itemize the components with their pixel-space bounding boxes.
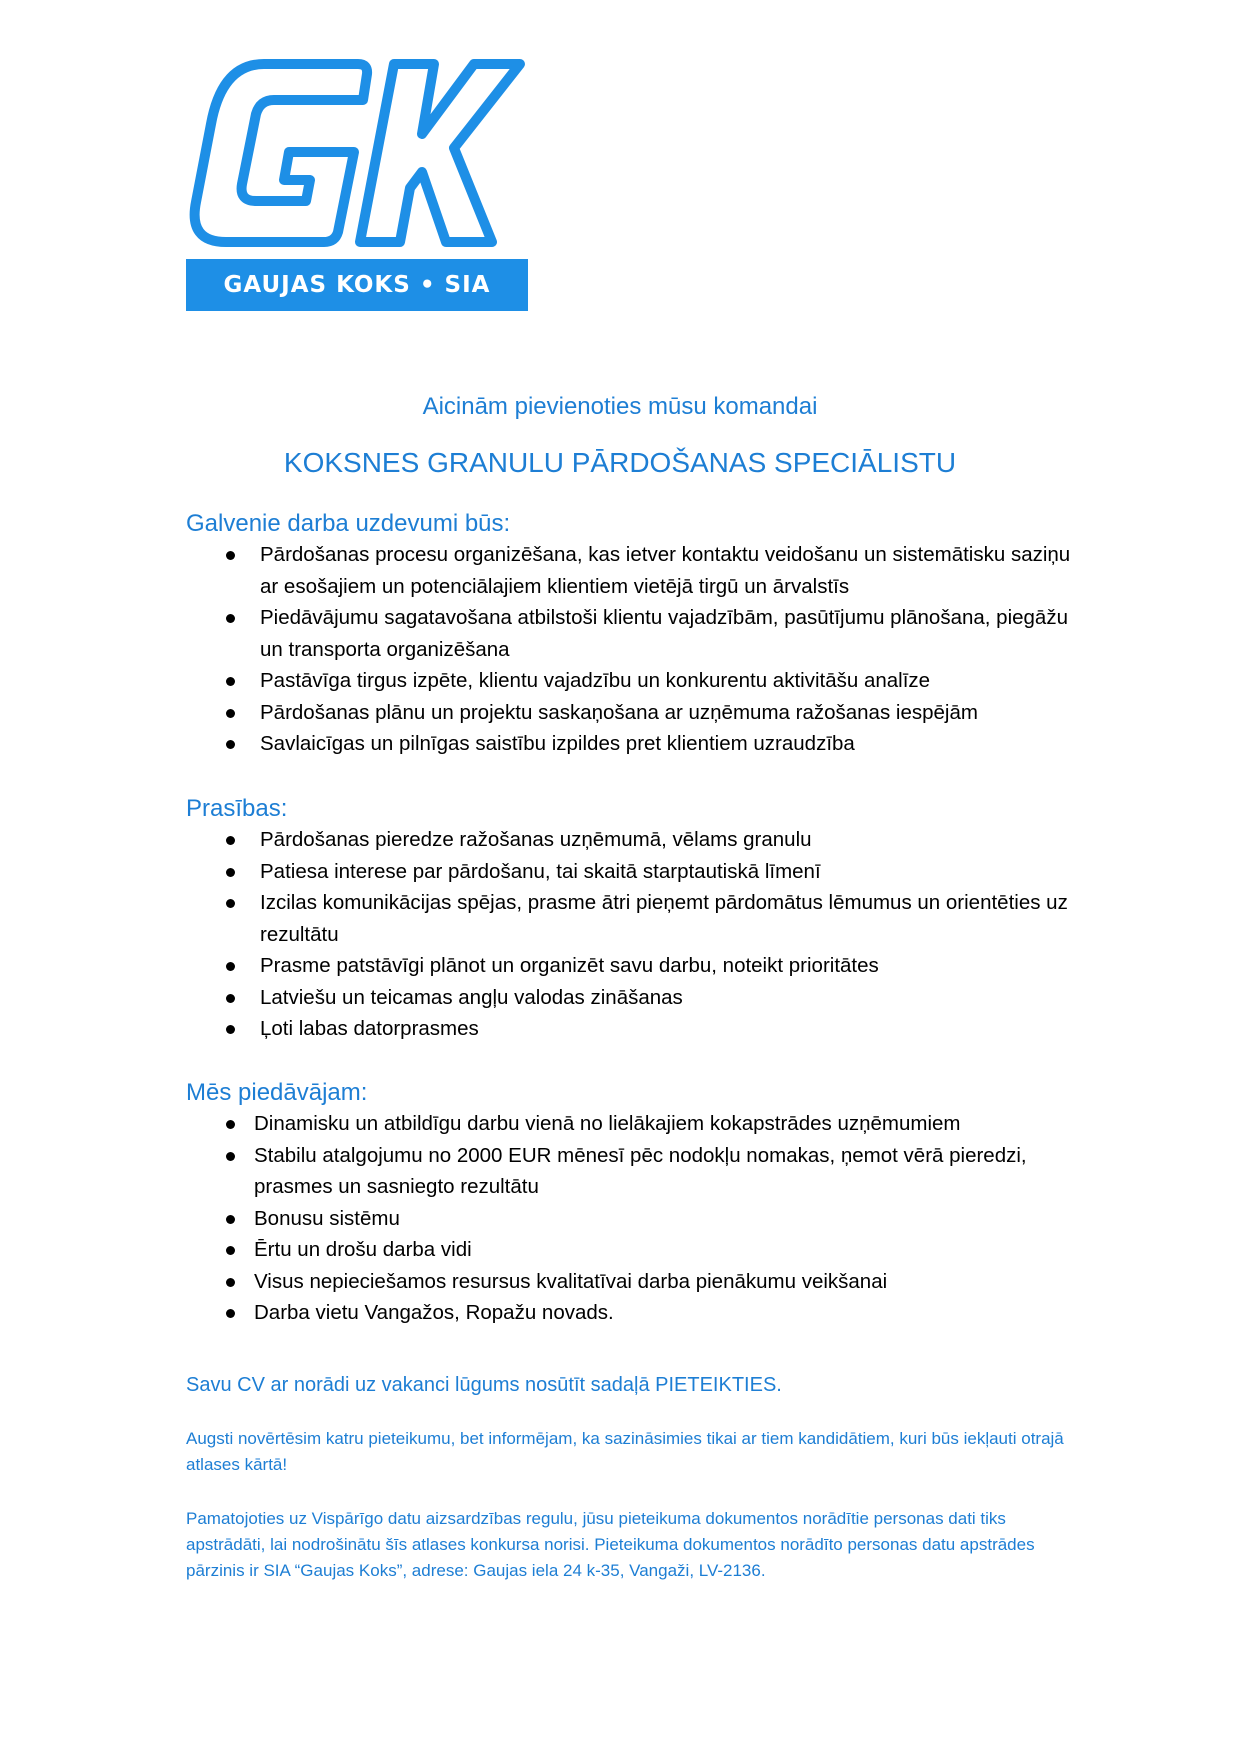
list-item: Latviešu un teicamas angļu valodas zināšanas	[186, 982, 1086, 1014]
requirements-list	[186, 824, 1086, 1045]
list-item: Patiesa interese par pārdošanu, tai skaitā starptautiskā līmenī	[186, 856, 1086, 888]
company-name: GAUJAS KOKS • SIA	[223, 272, 491, 298]
offer-section	[186, 1078, 1086, 1329]
list-item: Prasme patstāvīgi plānot un organizēt savu darbu, noteikt prioritātes	[186, 950, 1086, 982]
list-item: Izcilas komunikācijas spējas, prasme ātri pieņemt pārdomātus lēmumus un orientēties uz rezultātu	[186, 887, 1086, 950]
apply-instruction: Savu CV ar norādi uz vakanci lūgums nosūtīt sadaļā PIETEIKTIES.	[186, 1374, 782, 1396]
tasks-heading: Galvenie darba uzdevumi būs:	[186, 510, 511, 537]
requirements-heading: Prasības:	[186, 795, 288, 822]
selection-notice: Augsti novērtēsim katru pieteikumu, bet informējam, ka sazināsimies tikai ar tiem kandidātiem, kuri būs iekļauti otrajā atlases kārtā!	[186, 1429, 1064, 1474]
list-item: Pārdošanas pieredze ražošanas uzņēmumā, vēlams granulu	[186, 824, 1086, 856]
list-item: Darba vietu Vangažos, Ropažu novads.	[186, 1297, 1086, 1329]
list-item: Dinamisku un atbildīgu darbu vienā no lielākajiem kokapstrādes uzņēmumiem	[186, 1108, 1086, 1140]
invite-line: Aicinām pievienoties mūsu komandai	[422, 393, 818, 420]
page-title: KOKSNES GRANULU PĀRDOŠANAS SPECIĀLISTU	[283, 447, 957, 478]
list-item: Ļoti labas datorprasmes	[186, 1013, 1086, 1045]
list-item: Stabilu atalgojumu no 2000 EUR mēnesī pēc nodokļu nomakas, ņemot vērā pieredzi, prasmes un sasniegto rezultātu	[186, 1140, 1086, 1203]
tasks-list	[186, 539, 1086, 760]
offer-list	[186, 1108, 1086, 1329]
list-item: Pārdošanas procesu organizēšana, kas ietver kontaktu veidošanu un sistemātisku saziņu ar esošajiem un potenciālajiem klientiem vietējā tirgū un ārvalstīs	[186, 539, 1086, 602]
list-item: Pārdošanas plānu un projektu saskaņošana ar uzņēmuma ražošanas iespējām	[186, 697, 1086, 729]
list-item: Piedāvājumu sagatavošana atbilstoši klientu vajadzībām, pasūtījumu plānošana, piegāžu un transporta organizēšana	[186, 602, 1086, 665]
company-logo	[186, 56, 528, 312]
list-item: Pastāvīga tirgus izpēte, klientu vajadzību un konkurentu aktivitāšu analīze	[186, 665, 1086, 697]
list-item: Savlaicīgas un pilnīgas saistību izpildes pret klientiem uzraudzība	[186, 728, 1086, 760]
list-item: Bonusu sistēmu	[186, 1203, 1086, 1235]
offer-heading: Mēs piedāvājam:	[186, 1079, 368, 1106]
requirements-section	[186, 794, 1086, 1045]
gdpr-notice: Pamatojoties uz Vispārīgo datu aizsardzības regulu, jūsu pieteikuma dokumentos norādītie personas dati tiks apstrādāti, lai nodrošinātu šīs atlases konkursa norisi. Pieteikuma dokumentos norādīto personas datu apstrādes pārzinis ir SIA “Gaujas Koks”, adrese: Gaujas iela 24 k-35, Vangaži, LV-2136.	[186, 1509, 1035, 1580]
list-item: Ērtu un drošu darba vidi	[186, 1234, 1086, 1266]
tasks-section	[186, 509, 1086, 760]
gk-monogram-icon	[186, 56, 528, 256]
list-item: Visus nepieciešamos resursus kvalitatīvai darba pienākumu veikšanai	[186, 1266, 1086, 1298]
